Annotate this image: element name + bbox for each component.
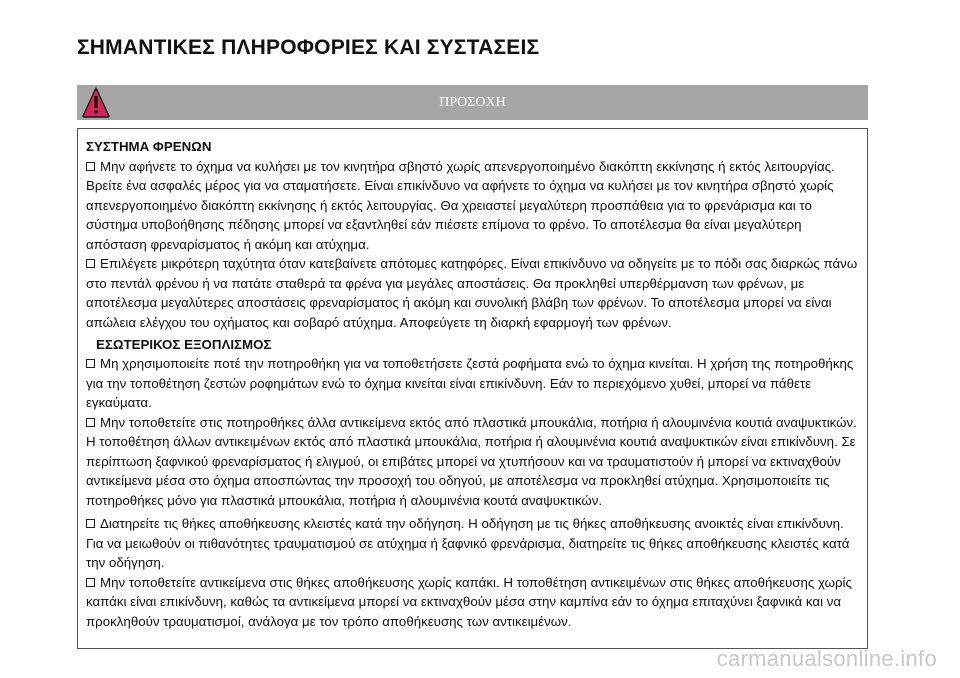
paragraph: Μην τοποθετείτε στις ποτηροθήκες άλλα αντικείμενα εκτός από πλαστικά μπουκάλια, ποτήρια ή αλουμινένια κουτιά αναψυκτικών. Η τοποθέτηση άλλων αντικειμένων εκτός από πλαστικά μπουκάλια, ποτήρια ή αλουμινένια κουτιά αναψυκτικών είναι επικίνδυνη. Σε περίπτωση ξαφνικού φρεναρίσματος ή ελιγμού, οι επιβάτες μπορεί να χτυπήσουν και να τραυματιστούν ή μπορεί να εκτιναχθούν αντικείμενα μέσα στο όχημα αποσπώντας την προσοχή του οδηγού, με αποτέλεσμα να προκληθεί ατύχημα. Χρησιμοποιείτε τις ποτηροθήκες μόνο για πλαστικά μπουκάλια, ποτήρια ή αλουμινένια κουτά αναψυκτικών. — [86, 414, 857, 508]
paragraph: Διατηρείτε τις θήκες αποθήκευσης κλειστές κατά την οδήγηση. Η οδήγηση με τις θήκες αποθήκευσης ανοικτές είναι επικίνδυνη. Για να μειωθούν οι πιθανότητες τραυματισμού σε ατύχημα ή ξαφνικό φρενάρισμα, διατηρείτε τις θήκες αποθήκευσης κλειστές κατά την οδήγηση. — [86, 516, 850, 570]
checkbox-bullet-icon — [86, 259, 95, 268]
page-title: ΣΗΜΑΝΤΙΚΕΣ ΠΛΗΡΟΦΟΡΙΕΣ ΚΑΙ ΣΥΣΤΑΣΕΙΣ — [77, 36, 540, 59]
checkbox-bullet-icon — [86, 418, 95, 427]
paragraph: Επιλέγετε μικρότερη ταχύτητα όταν κατεβαίνετε απότομες κατηφόρες. Είναι επικίνδυνο να οδηγείτε με το πόδι σας διαρκώς πάνω στο πεντάλ φρένου ή να πατάτε σταθερά τα φρένα για μεγάλες αποστάσεις. Θα προκληθεί υπερθέρμανση των φρένων, με αποτέλεσμα μεγαλύτερες αποστάσεις φρεναρίσματος ή ακόμη και συνολική βλάβη των φρένων. Το αποτέλεσμα μπορεί να είναι απώλεια ελέγχου του οχήματος και σοβαρό ατύχημα. Αποφεύγετε τη διαρκή εφαρμογή των φρένων. — [86, 256, 858, 330]
section-heading-interior-equipment: ΕΣΩΤΕΡΙΚΟΣ ΕΞΟΠΛΙΣΜΟΣ — [96, 337, 272, 352]
warning-content-box — [77, 128, 868, 649]
watermark: carmanualsonline.info — [716, 646, 937, 671]
checkbox-bullet-icon — [86, 519, 95, 528]
warning-label: ΠΡΟΣΟΧΗ — [439, 95, 506, 110]
checkbox-bullet-icon — [86, 359, 95, 368]
checkbox-bullet-icon — [86, 578, 95, 587]
warning-banner — [77, 85, 868, 120]
paragraph: Μη χρησιμοποιείτε ποτέ την ποτηροθήκη για να τοποθετήσετε ζεστά ροφήματα ενώ το όχημα κινείται. Η χρήση της ποτηροθήκης για την τοποθέτηση ζεστών ροφημάτων ενώ το όχημα κινείται είναι επικίνδυνη. Εάν το περιεχόμενο χυθεί, μπορεί να πάθετε εγκαύματα. — [86, 356, 854, 410]
section-heading-brake-system: ΣΥΣΤΗΜΑ ΦΡΕΝΩΝ — [86, 139, 212, 154]
paragraph: Μην τοποθετείτε αντικείμενα στις θήκες αποθήκευσης χωρίς καπάκι. Η τοποθέτηση αντικειμένων στις θήκες αποθήκευσης χωρίς καπάκι είναι επικίνδυνη, καθώς τα αντικείμενα μπορεί να εκτιναχθούν μέσα στην καμπίνα εάν το όχημα επιταχύνει ξαφνικά και να προκληθούν τραυματισμοί, ανάλογα με τον τρόπο αποθήκευσης των αντικειμένων. — [86, 574, 852, 629]
paragraph: Μην αφήνετε το όχημα να κυλήσει με τον κινητήρα σβηστό χωρίς απενεργοποιημένο διακόπτη εκκίνησης ή εκτός λειτουργίας. Βρείτε ένα ασφαλές μέρος για να σταματήσετε. Είναι επικίνδυνο να αφήνετε το όχημα να κυλήσει με τον κινητήρα σβηστό χωρίς απενεργοποιημένο διακόπτη εκκίνησης ή εκτός λειτουργίας. Θα χρειαστεί μεγαλύτερη προσπάθεια για το φρενάρισμα και το σύστημα υποβοήθησης πέδησης μπορεί να εξαντληθεί εάν πιέσετε επίμονα το φρένο. Το αποτέλεσμα θα είναι μεγαλύτερη απόσταση φρεναρίσματος ή ακόμη και ατύχημα. — [86, 158, 835, 252]
checkbox-bullet-icon — [86, 162, 95, 171]
